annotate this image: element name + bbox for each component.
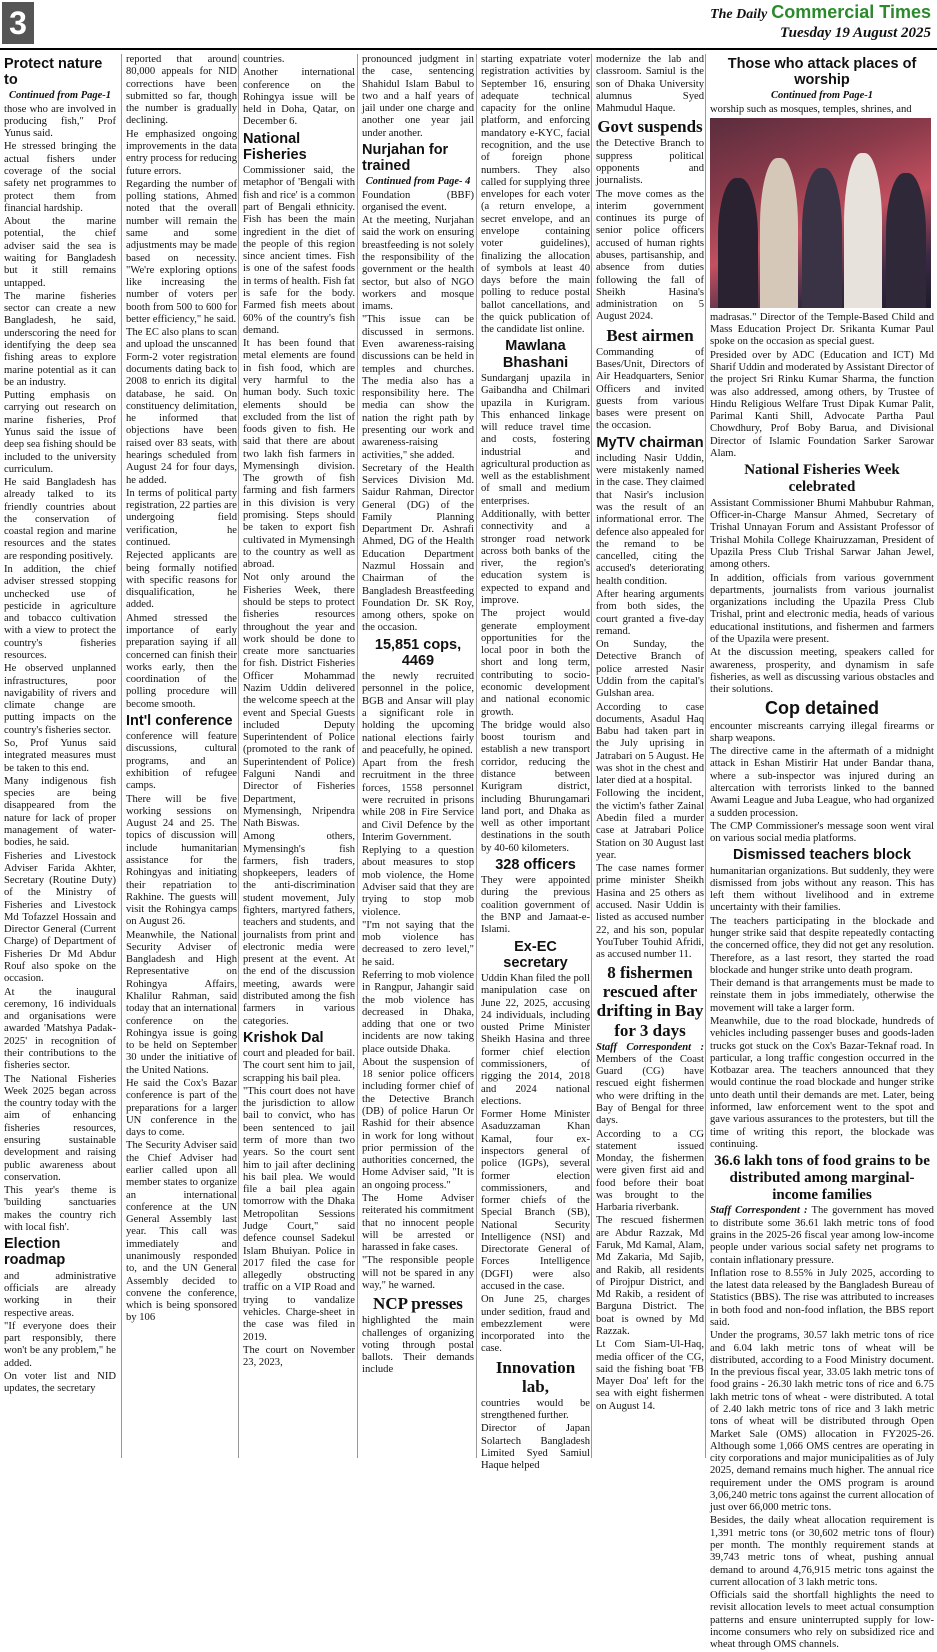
paragraph: reported that around 80,000 appeals for NID corrections have been submitted so far, though the number is gradually declining.: [126, 54, 237, 127]
paragraph: Among others, Mymensingh's fish farmers, fish traders, shopkeepers, leaders of the anti-discrimination student movement, July fighters, martyred fathers, teachers and students, and journalists from print and electronic media were present at the event. At the end of the discussion meeting, awards were distributed among the fish farmers in various categories.: [243, 831, 355, 1027]
paragraph: Ahmed stressed the importance of early preparation saying if all concerned can finish their works early, then the coordination of the polling procedure will become smooth.: [126, 612, 237, 710]
paragraph: At the meeting, Nurjahan said the work on ensuring breastfeeding is not solely the responsibility of the government or the health sector, but also of NGO workers and mosque imams.: [362, 215, 474, 313]
paragraph: The EC also plans to scan and upload the unscanned Form-2 voter registration documents dating back to 2008 to enrich its digital database, he said. On constituency delimitation, he informed that objections have been raised over 83 seats, with hearings scheduled from August 24 for four days, he added.: [126, 327, 237, 486]
paragraph: Their demand is that arrangements must be made to reinstate them in jobs immediately, otherwise the movement will take a larger form.: [710, 978, 934, 1014]
paragraph: [596, 1042, 704, 1128]
continued-label: Continued from Page- 4: [365, 176, 471, 188]
paragraph: The rescued fishermen are Abdur Razzak, Md Faruk, Md Kamal, Alam, Md Zakaria, Md Sajib, and Rakib, all residents of Pirojpur District, and Md Rakib, a resident of Barguna District. The boat is owned by Md Razzak.: [596, 1215, 704, 1338]
paragraph: the newly recruited personnel in the police, BGB and Ansar will play a significant role in holding the upcoming national elections fairly and peacefully, he opined.: [362, 671, 474, 756]
paragraph: He said the Cox's Bazar conference is part of the preparations for a larger UN conference in the days to come.: [126, 1078, 237, 1139]
paragraph: [710, 1205, 934, 1266]
headline-best-airmen: Best airmen: [606, 325, 694, 345]
headline-dismissed-teachers: Dismissed teachers block: [732, 847, 912, 864]
paragraph: Meanwhile, due to the road blockade, hundreds of vehicles including passenger buses and goods-laden trucks got stuck on the Cox's Bazar-Teknaf road. In particular, a long traffic congestion occurred in the Kotbazar area. The teachers announced that they would continue the road blockade and hunger strike unto death until their demands are met. Later, being informed, law enforcement went to the spot and gave various assurances to the protesters, but till the time of writing this report, the blockade was continuing.: [710, 1015, 934, 1150]
headline-election-roadmap: Election roadmap: [4, 1236, 66, 1269]
column-2: [121, 54, 237, 1458]
paragraph: Many indigenous fish species are being disappeared from the nature for lack of proper management of water-bodies, he said.: [4, 775, 116, 849]
headline-food-grains: 36.6 lakh tons of food grains to be distributed among marginal-income families: [714, 1153, 930, 1203]
paragraph: At the inaugural ceremony, 16 individuals and organisations were awarded 'Matshya Padak-2025' in recognition of their contributions to the fisheries sector.: [4, 986, 116, 1072]
paragraph: Additionally, with better connectivity and a stronger road network across both banks of the river, the region's education system is expected to expand and improve.: [481, 509, 590, 606]
paragraph: He stressed bringing the actual fishers under coverage of the social safety net programmes to protect them from financial hardship.: [4, 141, 116, 214]
paragraph: highlighted the main challenges of organizing voting through postal ballots. Their demands include: [362, 1315, 474, 1376]
paragraph: The teachers participating in the blockade and hunger strike said that despite repeatedly contacting the concerned office, they did not get any resolution. Therefore, as a last resort, they started the road blockade and hunger strike unto death program.: [710, 915, 934, 976]
paragraph: Lt Com Siam-Ul-Haq, media officer of the CG, said the fishing boat 'FB Mayer Doa' left for the sea with eight fishermen on August 14.: [596, 1339, 704, 1412]
paragraph: Replying to a question about measures to stop mob violence, the Home Adviser said that they are trying to stop mob violence.: [362, 845, 474, 918]
paragraph: Following the incident, the victim's father Zainal Abedin filed a murder case at Jatrabari Police Station on 30 August last year.: [596, 788, 704, 861]
continued-label: Continued from Page-1: [770, 90, 874, 102]
paragraph: The directive came in the aftermath of a midnight attack in Eshan Mistirir Hat under Bandar thana, where a sub-inspector was injured during an altercation with terrorists linked to the banned Awami League and Juba League, who had organized a sudden procession.: [710, 746, 934, 819]
paragraph: Secretary of the Health Services Division Md. Saidur Rahman, Director General (DG) of the Family Planning Department Dr. Ashrafi Ahmed, DG of the Health Education Department Nazmul Hossain and Chairman of the Bangladesh Breastfeeding Foundation Dr. SK Roy, among others, spoke on the occasion.: [362, 462, 474, 634]
paragraph: According to case documents, Asadul Haq Babu had taken part in the July uprising in Jatrabari on 5 August. He was shot in the chest and later died at a hospital.: [596, 701, 704, 787]
headline-ex-ec-secretary: Ex-EC secretary: [503, 938, 568, 971]
paragraph: Commanding of Bases/Unit, Directors of Air Headquarters, Senior Officers and invited guests from various bases were present on the occasion.: [596, 346, 704, 432]
masthead: [0, 0, 937, 50]
paragraph: humanitarian organizations. But suddenly, they were dismissed from jobs without any reason. This has left them without livelihood and in extreme uncertainty with their families.: [710, 865, 934, 914]
paragraph: The Security Adviser said the Chief Adviser had earlier called upon all member states to organize an international conference at the UN General Assembly last year. This call was immediately and unanimously responded to, and the UN General Assembly decided to convene the conference, which is being sponsored by 106: [126, 1140, 237, 1324]
paragraph: About the marine potential, the chief adviser said the sea is waiting for Bangladesh but it still remains untapped.: [4, 216, 116, 289]
paragraph: In addition, officials from various government departments, journalists from various journalist organizations including the Upazila Press Club Trishal, print and electronic media, heads of various educational institutions, and fishermen and farmers of the Upazila were present.: [710, 572, 934, 645]
column-3: [238, 54, 355, 1458]
byline: Staff Correspondent :: [596, 1041, 704, 1053]
paragraph: Regarding the number of polling stations, Ahmed noted that the overall number will remain the same and some adjustments may be made based on necessity. "We're exploring options like increasing the number of voters per booth from 500 to 600 for better efficiency," he said.: [126, 178, 237, 325]
paragraph: The project would generate employment opportunities for the local poor in both the short and long term, contributing to socio-economic development and national economic growth.: [481, 608, 590, 718]
headline-mawlana-bhashani: Mawlana Bhashani: [502, 338, 569, 371]
page-number: 3: [2, 2, 34, 44]
paragraph: According to a CG statement issued Monday, the fishermen were given first aid and food before their boat was brought to the Harbaria riverbank.: [596, 1128, 704, 1214]
paragraph: Putting emphasis on carrying out research on marine fisheries, Prof Yunus said the issue of deep sea fishing should be included to the university curriculum.: [4, 390, 116, 475]
paragraph: and administrative officials are already working in their respective areas.: [4, 1270, 116, 1319]
paragraph: It has been found that metal elements are found in fish food, which are very harmful to the human body. Such toxic elements should be excluded from the list of foods given to fish. He said that there are about two lakh fish farmers in Mymensingh division. The growth of fish farming and fish farmers in this division is very promising. Steps should be taken to export fish cultivated in Mymensingh to the country as well as abroad.: [243, 338, 355, 571]
paragraph: At the discussion meeting, speakers called for awareness, prosperity, and dynamism in safe fisheries, as well as discussing various obstacles and their solutions.: [710, 647, 934, 696]
paragraph: conference will feature discussions, cultural programs, and an exhibition of refugee camps.: [126, 731, 237, 792]
paragraph: On Sunday, the Detective Branch of police arrested Nasir Uddin from the capital's Gulshan area.: [596, 639, 704, 700]
paragraph: The case names former prime minister Sheikh Hasina and 25 others as accused. Nasir Uddin is listed as accused number 22, and his son, popular YouTuber Touhid Afridi, as accused number 11.: [596, 863, 704, 961]
paragraph: Director of Japan Solartech Bangladesh Limited Syed Samiul Haque helped: [481, 1423, 590, 1472]
headline-8-fishermen: 8 fishermen rescued after drifting in Bay for 3 days: [596, 963, 704, 1040]
paragraph: madrasas." Director of the Temple-Based Child and Mass Education Project Dr. Srikanta Kumar Paul spoke on the occasion as special guest.: [710, 311, 934, 348]
column-5: [476, 54, 590, 1472]
headline-15851-cops: 15,851 cops, 4469: [374, 636, 462, 669]
headline-fisheries-week-celebrated: National Fisheries Week celebrated: [744, 462, 900, 496]
paragraph: "I'm not saying that the mob violence has decreased to zero level," he said.: [362, 919, 474, 968]
paragraph: Meanwhile, the National Security Adviser of Bangladesh and High Representative on Rohingya Affairs, Khalilur Rahman, said today that an international conference on the Rohingya issue is going to be held on September 30 under the initiative of the United Nations.: [126, 929, 237, 1076]
paragraph: The move comes as the interim government continues its purge of senior police officers accused of human rights abuses, partisanship, and absence from duties following the fall of Sheikh Hasina's administration on 5 August 2024.: [596, 188, 704, 323]
paragraph: "The responsible people will not be spared in any way," he warned.: [362, 1255, 474, 1291]
headline-cop-detained: Cop detained: [764, 698, 879, 719]
paragraph: Inflation rose to 8.55% in July 2025, according to the latest data released by the Bangladesh Bureau of Statistics (BBS). The rise was attributed to increases in both food and non-food inflation, the BBS report said.: [710, 1267, 934, 1328]
column-1: [4, 54, 116, 1458]
event-photo: [710, 118, 931, 308]
paragraph: Another international conference on the Rohingya issue will be held in Doha, Qatar, on December 6.: [243, 67, 355, 128]
paragraph: countries.: [243, 54, 285, 65]
paragraph: In addition, the chief adviser stressed stopping unchecked use of pesticide in agriculture and tobacco cultivation with a view to protect the country's fisheries resources.: [4, 564, 116, 662]
paragraph: Fisheries and Livestock Adviser Farida Akhter, Secretary (Routine Duty) of the Ministry of Fisheries and Livestock Md Tofazzel Hossain and Director General (Current Charge) of Department of Fisheries Dr Md Abdur Rouf also spoke on the occasion.: [4, 850, 116, 985]
paragraph: After hearing arguments from both sides, the court granted a five-day remand.: [596, 588, 704, 637]
paragraph: There will be five working sessions on August 24 and 25. The topics of discussion will include humanitarian assistance for the Rohingyas and initiating their repatriation to Rakhine. The guests will visit the Rohingya camps on August 26.: [126, 793, 237, 928]
paragraph: "This issue can be discussed in sermons. Even awareness-raising discussions can be held in temples and churches. The media also has a responsibility here. The media can show the nation the right path by presenting our work and awareness-raising activities," she added.: [362, 314, 474, 461]
paragraph: Apart from the fresh recruitment in the three forces, 1558 personnel were recruited in prisons while 208 in Fire Service and Civil Defence by the Interim Government.: [362, 758, 474, 843]
paragraph: "This court does not have the jurisdiction to allow bail to convict, who has been sentenced to jail term of more than two years. So the court sent him to jail after declining his bail plea. We would file a bail plea again tomorrow with the Dhaka Metropolitan Sessions Judge Court," said defence counsel Sadekul Islam Bhuiyan. Police in 2017 filed the case for allegedly obstructing traffic on a VIP Road and trying to vandalize vehicles. Charge-sheet in the case was filed in 2019.: [243, 1085, 355, 1343]
paragraph: The Home Adviser reiterated his commitment that no innocent people will be arrested or harassed in fake cases.: [362, 1193, 474, 1254]
paragraph: Sundarganj upazila in Gaibandha and Chilmari upazila in Kurigram. This enhanced linkage will reduce travel time and costs, fostering industrial and agricultural production as well as the establishment of small and medium enterprises.: [481, 372, 590, 507]
headline-innovation-lab: Innovation lab,: [495, 1357, 576, 1396]
byline: Staff Correspondent :: [710, 1205, 808, 1217]
newspaper-name: [710, 2, 931, 23]
paragraph: Under the programs, 30.57 lakh metric tons of rice and 6.04 lakh metric tons of wheat will be distributed, according to a Food Ministry document. In the previous fiscal year, 33.05 lakh metric tons of food grains - 26.30 lakh metric tons of rice and 6.75 lakh metric tons of wheat - were distributed. A total of 2.40 lakh metric tons of rice and 3 lakh metric tons of wheat will be distributed through Open Market Sale (OMS) allocation in FY2025-26. Although some 1,066 OMS centres are operating in city corporations and major municipalities as of July 2025, demand remains much higher. The annual rice requirement under the OMS program is around 3,06,240 metric tons against the current allocation of just over 66,000 metric tons.: [710, 1330, 934, 1514]
headline-krishok-dal: Krishok Dal: [243, 1029, 324, 1046]
paragraph: About the suspension of 18 senior police officers including former chief of the Detective Branch (DB) of police Harun Or Rashid for their absence in work for long without prior permission of the authorities concerned, the Home Adviser said, "It is an ongoing process.": [362, 1056, 474, 1191]
paragraph: He said Bangladesh has already talked to its friendly countries about the conservation of coastal region and marine resources and the states are responding positively.: [4, 477, 116, 562]
headline-mytv-chairman: MyTV chairman: [596, 434, 704, 451]
paragraph-text: Members of the Coast Guard (CG) have rescued eight fishermen who were drifting in the Bay of Bengal for three days.: [596, 1053, 704, 1127]
paragraph: Uddin Khan filed the poll manipulation case on June 22, 2025, accusing 24 individuals, including ousted Prime Minister Sheikh Hasina and three former chief election commissioners, of rigging the 2014, 2018 and 2024 national elections.: [481, 973, 590, 1107]
paragraph: encounter miscreants carrying illegal firearms or sharp weapons.: [710, 720, 934, 744]
headline-govt-suspends: Govt suspends: [597, 117, 703, 137]
paragraph: He emphasized ongoing improvements in the data entry process for reducing future errors.: [126, 128, 237, 177]
paragraph: He observed unplanned infrastructures, poor navigability of rivers and climate change are putting impacts on the country's fisheries sector.: [4, 663, 116, 736]
paragraph: pronounced judgment in the case, sentencing Shahidul Islam Babul to two and a half years of jail under one charge and another one year jail under another.: [362, 54, 474, 139]
paragraph: Commissioner said, the metaphor of 'Bengali with fish and rice' is a common part of Bengali ethnicity. Fish has been the main ingredient in the diet of the people of this region since ancient times. Fish is one of the safest foods in terms of health. Fish fat is safe for the body. Farmed fish meets about 60% of the country's fish demand.: [243, 165, 355, 336]
continued-label: Continued from Page-1: [8, 90, 112, 102]
paragraph: In terms of political party registration, 22 parties are undergoing field verification, he continued.: [126, 487, 237, 548]
newspaper-name-prefix: The Daily: [710, 7, 768, 22]
paragraph: They were appointed during the previous coalition government of the BNP and Jamaat-e-Islami.: [481, 875, 590, 936]
paragraph: worship such as mosques, temples, shrines, and: [710, 103, 912, 115]
headline-protect-nature: Protect nature to: [4, 56, 103, 89]
paragraph: Besides, the daily wheat allocation requirement is 1,391 metric tons (or 30,602 metric tons of flour) per month. The monthly requirement stands at 39,743 metric tons of wheat, pushing annual demand to around 4,76,915 metric tons against the current allocation of 3 lakh metric tons.: [710, 1515, 934, 1588]
paragraph: including Nasir Uddin, were mistakenly named in the case. They claimed that Nasir's inclusion was the result of an informational error. The defence also appealed for the remand to be cancelled, citing the accused's deteriorating health condition.: [596, 452, 704, 587]
column-6: [591, 54, 704, 1458]
paragraph: The CMP Commissioner's message soon went viral on various social media platforms.: [710, 820, 934, 845]
headline-intl-conference: Int'l conference: [126, 712, 233, 729]
paragraph: The court on November 23, 2023,: [243, 1344, 355, 1369]
column-7: [705, 54, 934, 1651]
paragraph: Former Home Minister Asaduzzaman Khan Kamal, four ex-inspectors general of police (IGPs), several former election commissioners, and former chiefs of the Special Branch (SB), National Security Intelligence (NSI) and Directorate General of Forces Intelligence (DGFI) were also accused in the case.: [481, 1109, 590, 1293]
column-4: [357, 54, 474, 1458]
paragraph: modernize the lab and classroom. Samiul is the son of Dhaka University alumnus Syed Mahmudul Haque.: [596, 54, 704, 115]
paragraph: So, Prof Yunus said integrated measures must be taken to this end.: [4, 737, 116, 774]
paragraph: court and pleaded for bail. The court sent him to jail, scrapping his bail plea.: [243, 1048, 355, 1084]
headline-328-officers: 328 officers: [495, 856, 576, 873]
paragraph: the Detective Branch to suppress political opponents and journalists.: [596, 138, 704, 187]
headline-ncp-presses: NCP presses: [373, 1294, 463, 1314]
paragraph: Referring to mob violence in Rangpur, Jahangir said the mob violence has decreased in Dhaka, adding that one or two incidents are now taking place outside Dhaka.: [362, 969, 474, 1055]
paragraph: On June 25, charges under sedition, fraud and embezzlement were incorporated into the case.: [481, 1294, 590, 1355]
headline-places-of-worship: Those who attack places of worship: [727, 56, 917, 89]
paragraph: Foundation (BBF) organised the event.: [362, 189, 474, 213]
paragraph: This year's theme is 'building sanctuaries makes the country rich with local fish'.: [4, 1185, 116, 1233]
paragraph: countries would be strengthened further.: [481, 1397, 590, 1422]
paragraph: The marine fisheries sector can create a new Bangladesh, he said, underscoring the need for identifying the deep sea fishing areas to explore marine potential as it can be an industry.: [4, 290, 116, 388]
paragraph: Rejected applicants are being formally notified with specific reasons for disqualification, he added.: [126, 550, 237, 611]
paragraph: those who are involved in producing fish," Prof Yunus said.: [4, 103, 116, 140]
issue-date: Tuesday 19 August 2025: [780, 25, 931, 41]
headline-nurjahan: Nurjahan for trained: [362, 141, 449, 175]
paragraph: On voter list and NID updates, the secretary: [4, 1370, 116, 1395]
paragraph: Presided over by ADC (Education and ICT) Md Sharif Uddin and moderated by Assistant Director of the project Sri Rinku Kumar Sharma, the function was also addressed, among others, by Trustee of Hindu Religious Welfare Trust Dipak Kumar Palit, Parimal Kanti Shill, Advocate Partha Paul Chowdhury, Prof Boby Barua, and Divisional Director of Islamic Foundation Sarker Sarowar Alam.: [710, 349, 934, 460]
newspaper-name-main: Commercial Times: [771, 2, 931, 22]
paragraph-text: The government has moved to distribute some 36.61 lakh metric tons of food grains in the 2025-26 fiscal year among low-income people under various social safety net programs to contain inflationary pressure.: [710, 1205, 934, 1266]
paragraph: Not only around the Fisheries Week, there should be steps to protect fisheries resources throughout the year and work should be done to create more sanctuaries for fish. District Fisheries Officer Mohammad Nazim Uddin delivered the welcome speech at the event and Special Guests included Deputy Superintendent of Police (promoted to the rank of Superintendent of Police) Falguni Nandi and Director of Fisheries Department, Mymensingh, Nripendra Nath Biswas.: [243, 572, 355, 830]
paragraph: Officials said the shortfall highlights the need to revisit allocation levels to meet actual consumption patterns and ensure uninterrupted supply for low-income consumers who rely on subsidized rice and wheat through OMS channels.: [710, 1590, 934, 1651]
paragraph: "If everyone does their part responsibly, there won't be any problem," he added.: [4, 1320, 116, 1369]
paragraph: starting expatriate voter registration activities by September 16, ensuring adequate technical capacity for the online platform, and enforcing mandatory e-KYC, facial recognition, and the use of foreign phone numbers. They also called for supplying three envelopes for each voter (a return envelope, a secret envelope, and an envelope containing voter guidelines), finalizing the allocation of symbols at least 40 days before the main polling to reduce postal ballot cancellations, and the quick publication of the candidate list online.: [481, 54, 590, 336]
paragraph: The bridge would also boost tourism and establish a new transport corridor, reducing the distance between Kurigram district, including Bhurungamari land port, and Dhaka as well as other important destinations in the south by 40-60 kilometers.: [481, 719, 590, 854]
paragraph: The National Fisheries Week 2025 began across the country today with the aim of enhancing fisheries resources, ensuring sustainable development and raising public awareness about conservation.: [4, 1073, 116, 1183]
paragraph: Assistant Commissioner Bhumi Mahbubur Rahman, Officer-in-Charge Mansur Ahmed, Secretary of Trishal Unnayan Forum and Assistant Professor of Trishal Mohila College Khairuzzaman, President of Upazila Press Club Trishal Sarwar Jahan Jewel, among others.: [710, 497, 934, 571]
headline-national-fisheries: National Fisheries: [243, 130, 307, 163]
